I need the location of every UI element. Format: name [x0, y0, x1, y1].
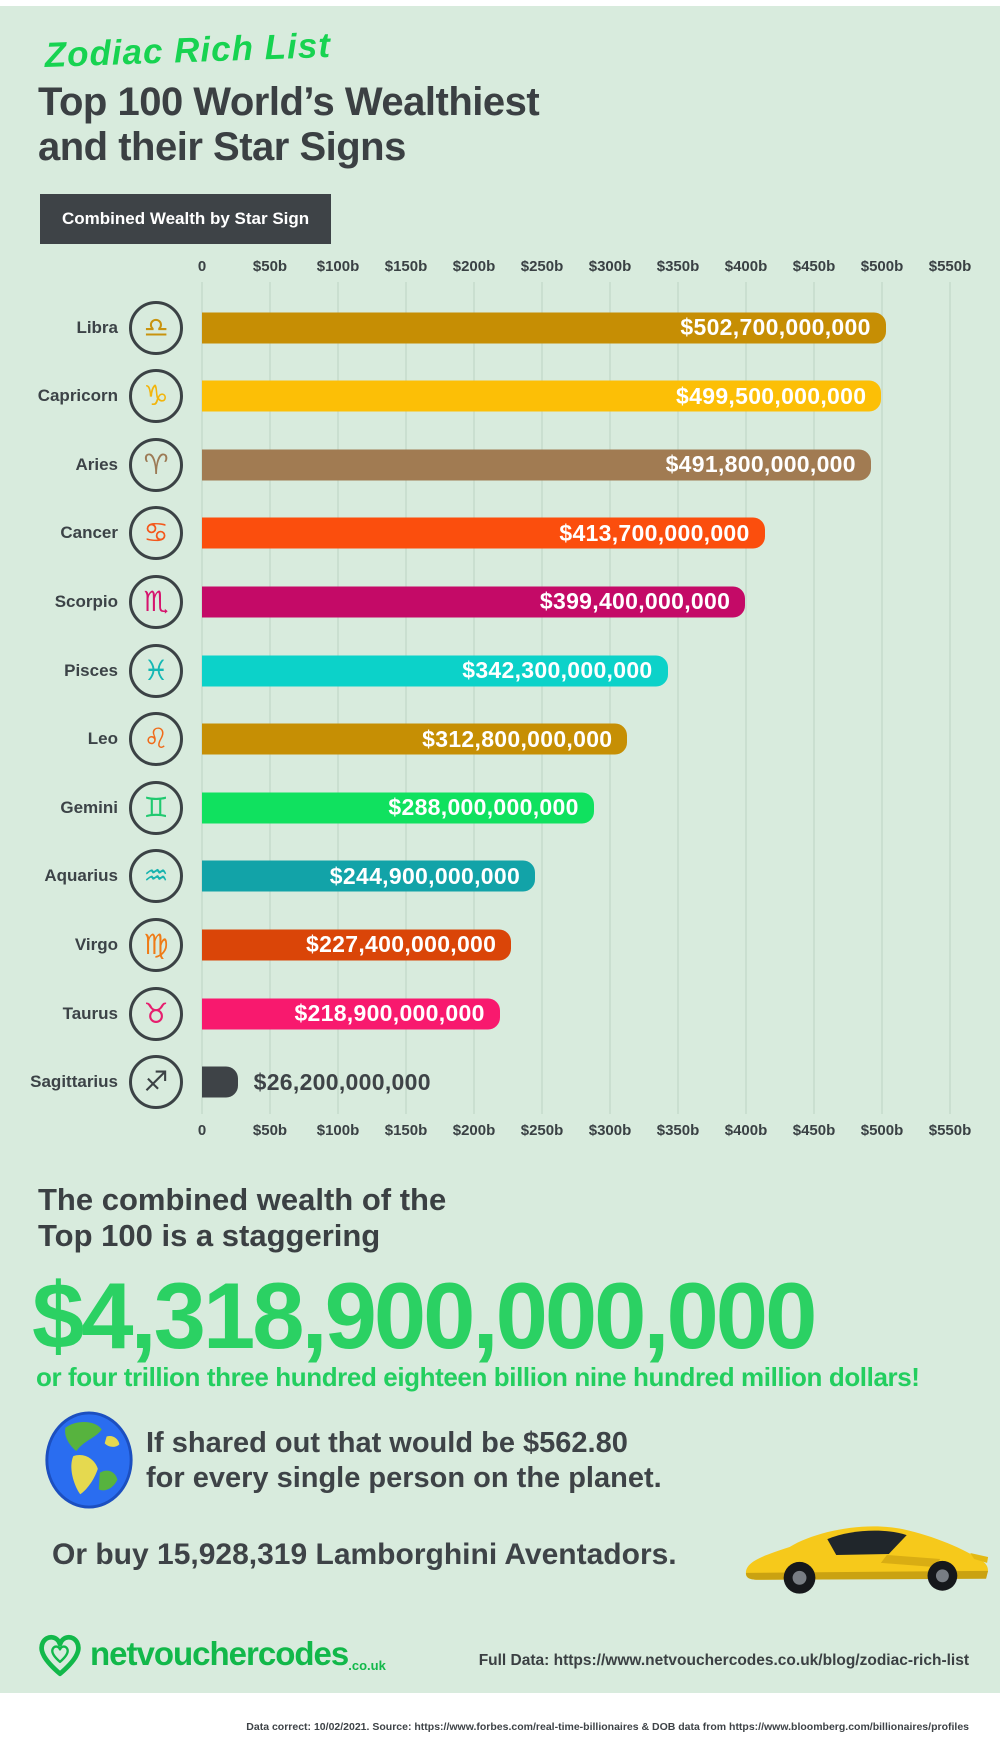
- bottom-strip: [0, 1693, 1000, 1759]
- x-axis-tick-top: $350b: [656, 258, 700, 275]
- wealth-bar-capricorn: [202, 381, 881, 412]
- x-axis-tick-bottom: $500b: [860, 1122, 904, 1139]
- x-axis-tick-top: $500b: [860, 258, 904, 275]
- sign-label-aries: Aries: [75, 454, 118, 474]
- wealth-bar-aries: [202, 449, 871, 480]
- scorpio-icon: ♏: [129, 575, 183, 629]
- summary-heading-line1: The combined wealth of the: [38, 1182, 447, 1217]
- share-text-line2: for every single person on the planet.: [146, 1461, 662, 1494]
- sign-label-gemini: Gemini: [60, 797, 118, 817]
- sign-label-leo: Leo: [87, 729, 118, 749]
- x-axis-tick-bottom: $550b: [928, 1122, 972, 1139]
- netvouchercodes-logo: [34, 1628, 386, 1680]
- summary-heading-line2: Top 100 is a staggering: [38, 1217, 381, 1253]
- capricorn-icon: ♑: [129, 369, 183, 423]
- x-axis-tick-top: $550b: [928, 258, 972, 275]
- sign-label-capricorn: Capricorn: [37, 386, 118, 406]
- sign-label-sagittarius: Sagittarius: [30, 1072, 118, 1092]
- chart-row-sagittarius: [0, 1048, 1000, 1117]
- source-small-print: Data correct: 10/02/2021. Source: https://www.forbes.com/real-time-billionaires & DOB data from https://www.bloomberg.com/billionaires/profiles: [246, 1721, 969, 1733]
- wealth-bar-pisces: [202, 655, 668, 686]
- share-text: [146, 1426, 662, 1496]
- aries-icon: ♈: [129, 438, 183, 492]
- x-axis-top: [197, 258, 972, 278]
- x-axis-tick-top: 0: [197, 258, 207, 275]
- x-axis-tick-bottom: $400b: [724, 1122, 768, 1139]
- total-wealth-words: or four trillion three hundred eighteen billion nine hundred million dollars!: [36, 1362, 920, 1392]
- x-axis-tick-top: $150b: [384, 258, 428, 275]
- sign-label-pisces: Pisces: [64, 660, 118, 680]
- x-axis-tick-bottom: $250b: [520, 1122, 564, 1139]
- cancer-icon: ♋: [129, 506, 183, 560]
- sign-label-scorpio: Scorpio: [54, 591, 118, 611]
- bar-value-label: $244,900,000,000: [329, 862, 521, 889]
- x-axis-bottom: [197, 1122, 972, 1142]
- bar-value-label: $26,200,000,000: [253, 1068, 431, 1095]
- chart-row-leo: [0, 705, 1000, 774]
- bar-value-label: $413,700,000,000: [559, 519, 750, 546]
- chart-row-aquarius: [0, 842, 1000, 911]
- x-axis-tick-top: $200b: [452, 258, 496, 275]
- bar-value-label: $399,400,000,000: [539, 588, 731, 615]
- chart-row-cancer: [0, 499, 1000, 568]
- wealth-bar-sagittarius: [202, 1067, 431, 1098]
- x-axis-tick-bottom: $50b: [252, 1122, 288, 1139]
- chart-row-capricorn: [0, 362, 1000, 431]
- chart-row-taurus: [0, 979, 1000, 1048]
- bar-value-label: $227,400,000,000: [305, 931, 497, 958]
- bar-value-label: $342,300,000,000: [462, 657, 653, 683]
- aquarius-icon: ♒: [129, 849, 183, 903]
- sign-label-virgo: Virgo: [74, 934, 118, 954]
- wealth-bar-taurus: [202, 998, 500, 1029]
- wealth-bar-scorpio: [202, 586, 745, 617]
- bar-value-label: $502,700,000,000: [680, 314, 871, 340]
- chart-row-gemini: [0, 773, 1000, 842]
- x-axis-tick-bottom: $200b: [452, 1122, 496, 1139]
- chart-row-libra: [0, 293, 1000, 362]
- taurus-icon: ♉: [129, 987, 183, 1041]
- x-axis-tick-bottom: $150b: [384, 1122, 428, 1139]
- x-axis-tick-top: $250b: [520, 258, 564, 275]
- x-axis-tick-top: $50b: [252, 258, 288, 275]
- sign-label-cancer: Cancer: [60, 523, 118, 543]
- bar-value-label: $499,500,000,000: [676, 382, 867, 409]
- heart-logo-icon: [34, 1628, 86, 1680]
- sign-label-taurus: Taurus: [62, 1003, 118, 1023]
- chart-title-badge: Combined Wealth by Star Sign: [40, 194, 331, 244]
- x-axis-tick-bottom: $100b: [316, 1122, 360, 1139]
- lamborghini-text: Or buy 15,928,319 Lamborghini Aventadors.: [52, 1538, 677, 1571]
- wealth-bar-virgo: [202, 929, 511, 960]
- share-text-line1: If shared out that would be $562.80: [146, 1427, 628, 1459]
- chart-row-scorpio: [0, 567, 1000, 636]
- total-wealth-figure: $4,318,900,000,000: [32, 1263, 815, 1368]
- x-axis-tick-top: $400b: [724, 258, 768, 275]
- x-axis-tick-top: $300b: [588, 258, 632, 275]
- mint-background: [0, 6, 1000, 1693]
- wealth-bar-libra: [202, 312, 886, 343]
- x-axis-tick-bottom: $300b: [588, 1122, 632, 1139]
- gemini-icon: ♊: [129, 781, 183, 835]
- chart-row-pisces: [0, 636, 1000, 705]
- x-axis-tick-bottom: $450b: [792, 1122, 836, 1139]
- globe-icon: [40, 1410, 138, 1510]
- virgo-icon: ♍: [129, 918, 183, 972]
- x-axis-tick-bottom: $350b: [656, 1122, 700, 1139]
- x-axis-tick-top: $100b: [316, 258, 360, 275]
- full-data-url: Full Data: https://www.netvouchercodes.co.uk/blog/zodiac-rich-list: [478, 1652, 969, 1669]
- sign-label-libra: Libra: [76, 317, 118, 337]
- pisces-icon: ♓: [129, 644, 183, 698]
- wealth-bar-cancer: [202, 518, 765, 549]
- libra-icon: ♎: [129, 301, 183, 355]
- sagittarius-icon: ♐: [129, 1055, 183, 1109]
- wealth-bar-leo: [202, 724, 627, 755]
- page-title-line1: Top 100 World’s Wealthiest: [38, 80, 540, 124]
- wealth-bar-gemini: [202, 792, 594, 823]
- script-title: Zodiac Rich List: [44, 26, 332, 75]
- logo-text: netvouchercodes: [90, 1635, 349, 1672]
- bar-value-label: $491,800,000,000: [665, 451, 856, 478]
- bar-chart: [0, 293, 1000, 1117]
- lamborghini-car-icon: [738, 1500, 996, 1602]
- bar-value-label: $312,800,000,000: [422, 725, 613, 752]
- summary-heading: [38, 1182, 446, 1254]
- page-title-line2: and their Star Signs: [38, 124, 406, 169]
- x-axis-tick-top: $450b: [792, 258, 836, 275]
- chart-row-virgo: [0, 910, 1000, 979]
- sign-label-aquarius: Aquarius: [44, 866, 118, 886]
- bar-value-label: $218,900,000,000: [294, 1000, 485, 1026]
- logo-suffix: .co.uk: [348, 1658, 386, 1673]
- leo-icon: ♌: [129, 712, 183, 766]
- wealth-bar-aquarius: [202, 861, 535, 892]
- x-axis-tick-bottom: 0: [197, 1122, 207, 1139]
- bar-value-label: $288,000,000,000: [388, 794, 579, 821]
- page-title: [38, 80, 539, 170]
- chart-row-aries: [0, 430, 1000, 499]
